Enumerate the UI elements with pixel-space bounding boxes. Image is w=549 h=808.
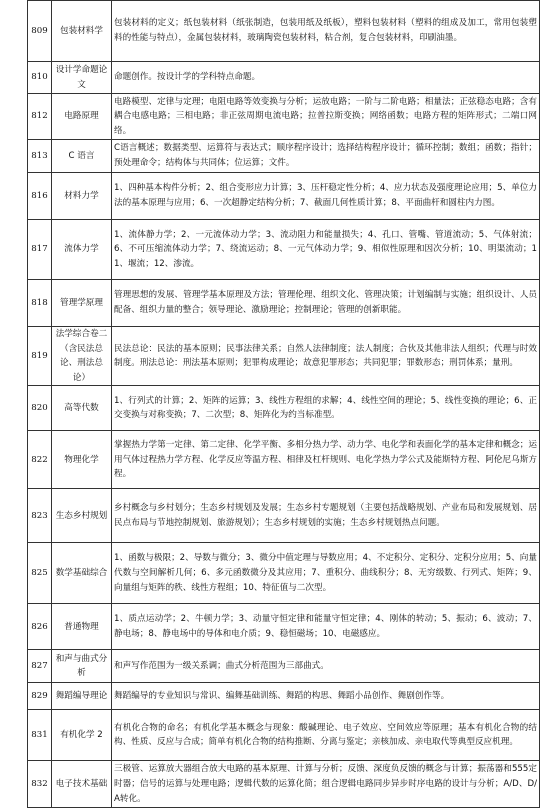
course-content: 1、四种基本构件分析；2、组合变形应力计算；3、压杆稳定性分析；4、应力状态及强度理论应用；5、单位力法的基本原理与应用；6、一次超静定结构分析；7、截面几何性质计算；8、平面曲杆和圆柱内力图。 — [112, 173, 540, 220]
course-code: 813 — [28, 140, 52, 173]
table-row — [28, 220, 540, 280]
course-subject: 和声与曲式分析 — [52, 650, 112, 683]
table-row — [28, 604, 540, 650]
course-content: 1、行列式的计算；2、矩阵的运算；3、线性方程组的求解；4、线性空间的理论；5、线性变换的理论；6、正交变换与对称变换；7、二次型；8、矩阵化为约当标准型。 — [112, 386, 540, 431]
course-content: 和声写作范围为一级关系调；曲式分析范围为三部曲式。 — [112, 650, 540, 683]
course-code: 825 — [28, 543, 52, 604]
table-row — [28, 761, 540, 808]
table-row — [28, 62, 540, 94]
course-code: 832 — [28, 761, 52, 808]
course-code: 831 — [28, 710, 52, 761]
table-row — [28, 280, 540, 327]
course-subject: 法学综合卷二（含民法总论、刑法总论） — [52, 327, 112, 386]
course-subject: 高等代数 — [52, 386, 112, 431]
table-row — [28, 710, 540, 761]
course-content: C语言概述；数据类型、运算符与表达式；顺序程序设计；选择结构程序设计；循环控制；数组；函数；指针；预处理命令；结构体与共同体；位运算；文件。 — [112, 140, 540, 173]
course-code: 812 — [28, 94, 52, 140]
course-code: 823 — [28, 489, 52, 543]
course-content: 1、流体静力学；2、一元流体动力学；3、流动阻力和能量损失；4、孔口、管嘴、管道流动；5、气体射流；6、不可压缩流体动力学；7、绕流运动；8、一元气体动力学；9、相似性原理和因次分析；10、明渠流动；11、堰流；12、渗流。 — [112, 220, 540, 280]
course-code: 826 — [28, 604, 52, 650]
course-content: 有机化合物的命名；有机化学基本概念与现象：酸碱理论、电子效应、空间效应等原理；基本有机化合物的结构、性质、反应与合成；简单有机化合物的结构推断、分离与鉴定；亲核加成、亲电取代等典型反应机理。 — [112, 710, 540, 761]
course-subject: C 语言 — [52, 140, 112, 173]
table-row — [28, 1, 540, 62]
table-row — [28, 327, 540, 386]
course-content: 1、函数与极限；2、导数与微分；3、微分中值定理与导数应用；4、不定积分、定积分、定积分应用；5、向量代数与空间解析几何；6、多元函数微分及其应用；7、重积分、曲线积分；8、无穷级数、行列式、矩阵；9、向量组与矩阵的秩、线性方程组；10、特征值与二次型。 — [112, 543, 540, 604]
course-content: 包装材料的定义；纸包装材料（纸张制造，包装用纸及纸板），塑料包装材料（塑料的组成及加工，常用包装塑料的性能与特点），金属包装材料，玻璃陶瓷包装材料，粘合剂，复合包装材料，印刷油墨。 — [112, 1, 540, 62]
course-code: 817 — [28, 220, 52, 280]
table-row — [28, 543, 540, 604]
course-subject: 数学基础综合 — [52, 543, 112, 604]
course-content: 掌握热力学第一定律、第二定律、化学平衡、多相分热力学、动力学、电化学和表面化学的基本定律和概念；运用气体过程热力学方程、化学反应等温方程、相律及杠杆规则、电化学热力学公式及能斯特方程、阿伦尼乌斯方程。 — [112, 431, 540, 489]
course-content: 1、质点运动学；2、牛顿力学；3、动量守恒定律和能量守恒定律；4、刚体的转动；5、振动；6、波动；7、静电场；8、静电场中的导体和电介质；9、稳恒磁场；10、电磁感应。 — [112, 604, 540, 650]
course-subject: 电子技术基础 — [52, 761, 112, 808]
course-content: 民法总论：民法的基本原则；民事法律关系；自然人法律制度；法人制度；合伙及其他非法人组织；代理与时效制度。刑法总论：刑法基本原则；犯罪构成理论；故意犯罪形态；共同犯罪；罪数形态；刑罚体系；量刑。 — [112, 327, 540, 386]
table-row — [28, 650, 540, 683]
course-code: 810 — [28, 62, 52, 94]
course-subject: 电路原理 — [52, 94, 112, 140]
course-code: 818 — [28, 280, 52, 327]
course-code: 816 — [28, 173, 52, 220]
course-subject: 设计学命题论文 — [52, 62, 112, 94]
course-content: 命题创作。按设计学的学科特点命题。 — [112, 62, 540, 94]
course-content: 舞蹈编导的专业知识与常识、编舞基础训练、舞蹈的构思、舞蹈小品创作、舞剧创作等。 — [112, 683, 540, 710]
course-content: 乡村概念与乡村划分；生态乡村规划及发展；生态乡村专题规划（主要包括战略规划、产业布局和发展规划、居民点布局与节地控制规划、旅游规划）；生态乡村规划的实施；生态乡村规划热点问题。 — [112, 489, 540, 543]
course-subject: 包装材料学 — [52, 1, 112, 62]
course-subject: 物理化学 — [52, 431, 112, 489]
course-code: 827 — [28, 650, 52, 683]
course-content: 管理思想的发展、管理学基本原理及方法；管理伦理、组织文化、管理决策；计划编制与实施；组织设计、人员配备、组织力量的整合；领导理论、激励理论；控制理论；管理的创新职能。 — [112, 280, 540, 327]
course-subject: 生态乡村规划 — [52, 489, 112, 543]
table-row — [28, 489, 540, 543]
course-code: 809 — [28, 1, 52, 62]
table-row — [28, 173, 540, 220]
course-subject: 管理学原理 — [52, 280, 112, 327]
course-subject: 普通物理 — [52, 604, 112, 650]
syllabus-table — [27, 0, 540, 808]
course-code: 820 — [28, 386, 52, 431]
table-row — [28, 94, 540, 140]
course-content: 电路模型、定律与定理；电阻电路等效变换与分析；运放电路；一阶与二阶电路；相量法；正弦稳态电路；含有耦合电感电路；三相电路；非正弦周期电流电路；拉普拉斯变换；网络函数；电路方程的矩阵形式；二端口网络。 — [112, 94, 540, 140]
course-content: 三极管、运算放大器组合放大电路的基本原理、计算与分析；反馈、深度负反馈的概念与计算；振荡器和555定时器；信号的运算与处理电路；逻辑代数的运算化简；组合逻辑电路同步异步时序电路的设计与分析；A/D、D/A转化。 — [112, 761, 540, 808]
course-subject: 材料力学 — [52, 173, 112, 220]
course-subject: 有机化学 2 — [52, 710, 112, 761]
course-code: 819 — [28, 327, 52, 386]
course-code: 822 — [28, 431, 52, 489]
course-code: 829 — [28, 683, 52, 710]
table-row — [28, 386, 540, 431]
table-row — [28, 140, 540, 173]
table-row — [28, 431, 540, 489]
table-row — [28, 683, 540, 710]
course-subject: 舞蹈编导理论 — [52, 683, 112, 710]
course-subject: 流体力学 — [52, 220, 112, 280]
